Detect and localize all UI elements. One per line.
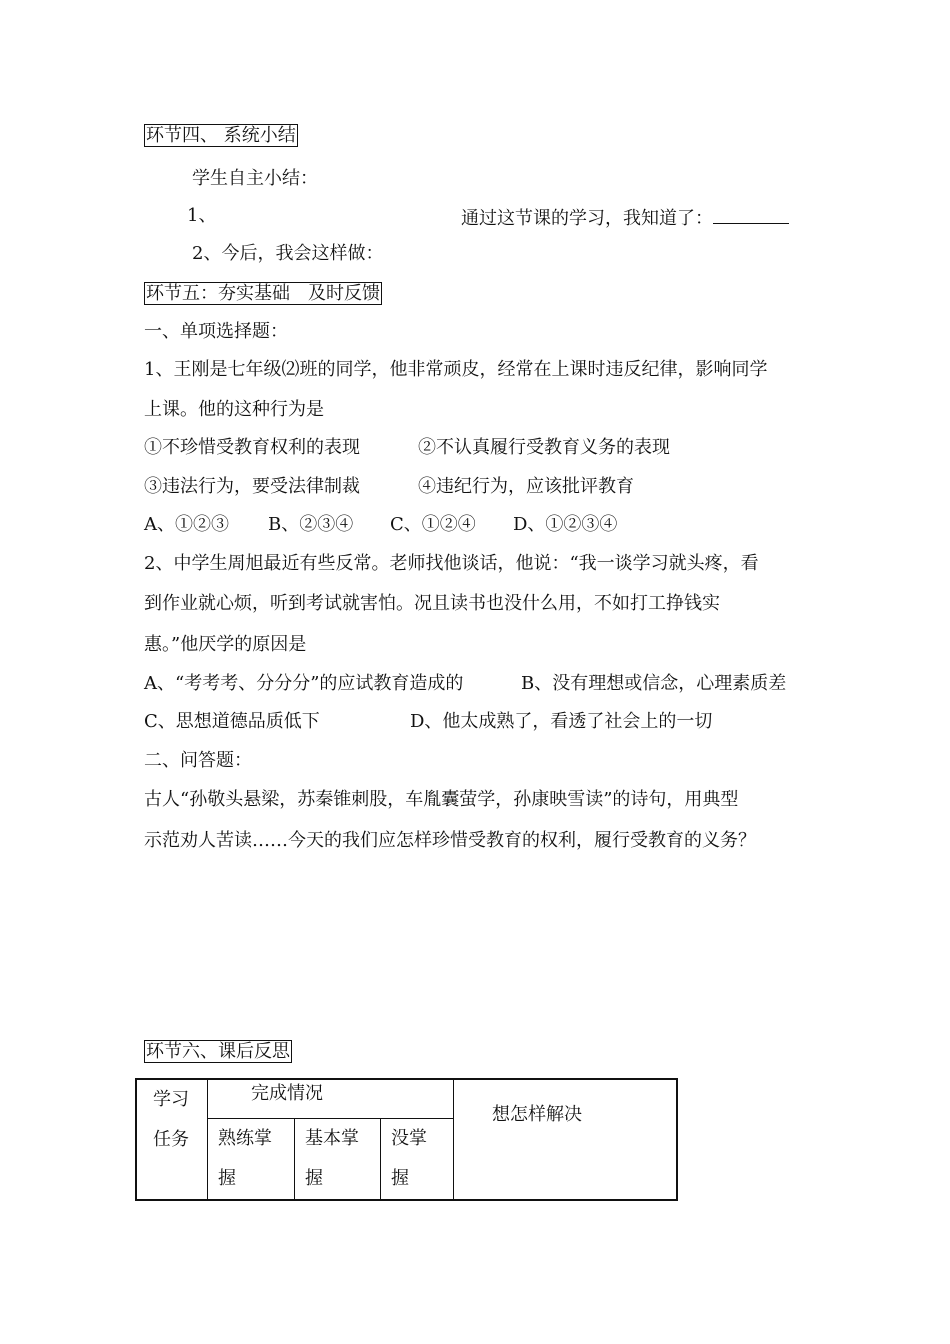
question1-answer-c: C、①②④	[390, 514, 476, 535]
task-header-line2: 任务	[153, 1129, 189, 1150]
question2-option-a: A、“考考考、分分分”的应试教育造成的	[144, 673, 464, 694]
basic-cell[interactable]	[295, 1119, 381, 1201]
reflection-table	[135, 1078, 678, 1201]
question2-option-d: D、他太成熟了，看透了社会上的一切	[410, 711, 713, 732]
essay-line2: 示范劝人苦读……今天的我们应怎样珍惜受教育的权利，履行受教育的义务？	[144, 830, 756, 851]
section4-item2: 2、今后，我会这样做：	[192, 243, 384, 264]
basic-line2: 握	[305, 1168, 323, 1189]
section6-heading: 环节六、课后反思	[146, 1041, 290, 1062]
completion-header-cell	[208, 1079, 454, 1119]
task-header-cell	[136, 1079, 208, 1200]
not-mastered-line2: 握	[391, 1168, 409, 1189]
question2-option-b: B、没有理想或信念，心理素质差	[521, 673, 787, 694]
question1-line2: 上课。他的这种行为是	[144, 399, 324, 420]
task-header-line1: 学习	[153, 1089, 189, 1110]
mastered-line2: 握	[218, 1168, 236, 1189]
section5-heading: 环节五：夯实基础 及时反馈	[146, 283, 380, 304]
not-mastered-cell[interactable]	[381, 1119, 454, 1201]
part2-title: 二、问答题：	[144, 750, 252, 771]
question2-line2: 到作业就心烦，听到考试就害怕。况且读书也没什么用，不如打工挣钱实	[144, 593, 720, 614]
question2-line3: 惠。”他厌学的原因是	[144, 634, 307, 655]
solve-header: 想怎样解决	[492, 1104, 582, 1125]
completion-header: 完成情况	[251, 1083, 323, 1104]
question1-line1: 1、王刚是七年级⑵班的同学，他非常顽皮，经常在上课时违反纪律，影响同学	[144, 359, 768, 380]
question1-option-4: ④违纪行为，应该批评教育	[418, 476, 634, 497]
essay-line1: 古人“孙敬头悬梁，苏秦锥刺股，车胤囊萤学，孙康映雪读”的诗句，用典型	[144, 789, 739, 810]
question1-answer-b: B、②③④	[268, 514, 354, 535]
section4-item1-number: 1、	[187, 205, 217, 226]
solve-header-cell	[454, 1079, 678, 1200]
section4-heading: 环节四、 系统小结	[146, 125, 296, 146]
section4-item1	[461, 205, 789, 230]
question1-option-2: ②不认真履行受教育义务的表现	[418, 437, 670, 458]
question1-option-3: ③违法行为，要受法律制裁	[144, 476, 360, 497]
question1-answer-a: A、①②③	[144, 514, 229, 535]
part1-title: 一、单项选择题：	[144, 321, 288, 342]
mastered-cell[interactable]	[208, 1119, 295, 1201]
question2-line1: 2、中学生周旭最近有些反常。老师找他谈话，他说：“我一谈学习就头疼，看	[144, 553, 759, 574]
question1-answer-d: D、①②③④	[513, 514, 618, 535]
not-mastered-line1: 没掌	[391, 1128, 427, 1149]
basic-line1: 基本掌	[305, 1128, 359, 1149]
section4-item1-text: 通过这节课的学习，我知道了：	[461, 208, 713, 229]
section4-intro: 学生自主小结：	[192, 168, 318, 189]
answer-blank[interactable]	[713, 205, 789, 224]
question1-option-1: ①不珍惜受教育权利的表现	[144, 437, 360, 458]
mastered-line1: 熟练掌	[218, 1128, 272, 1149]
question2-option-c: C、思想道德品质低下	[144, 711, 320, 732]
